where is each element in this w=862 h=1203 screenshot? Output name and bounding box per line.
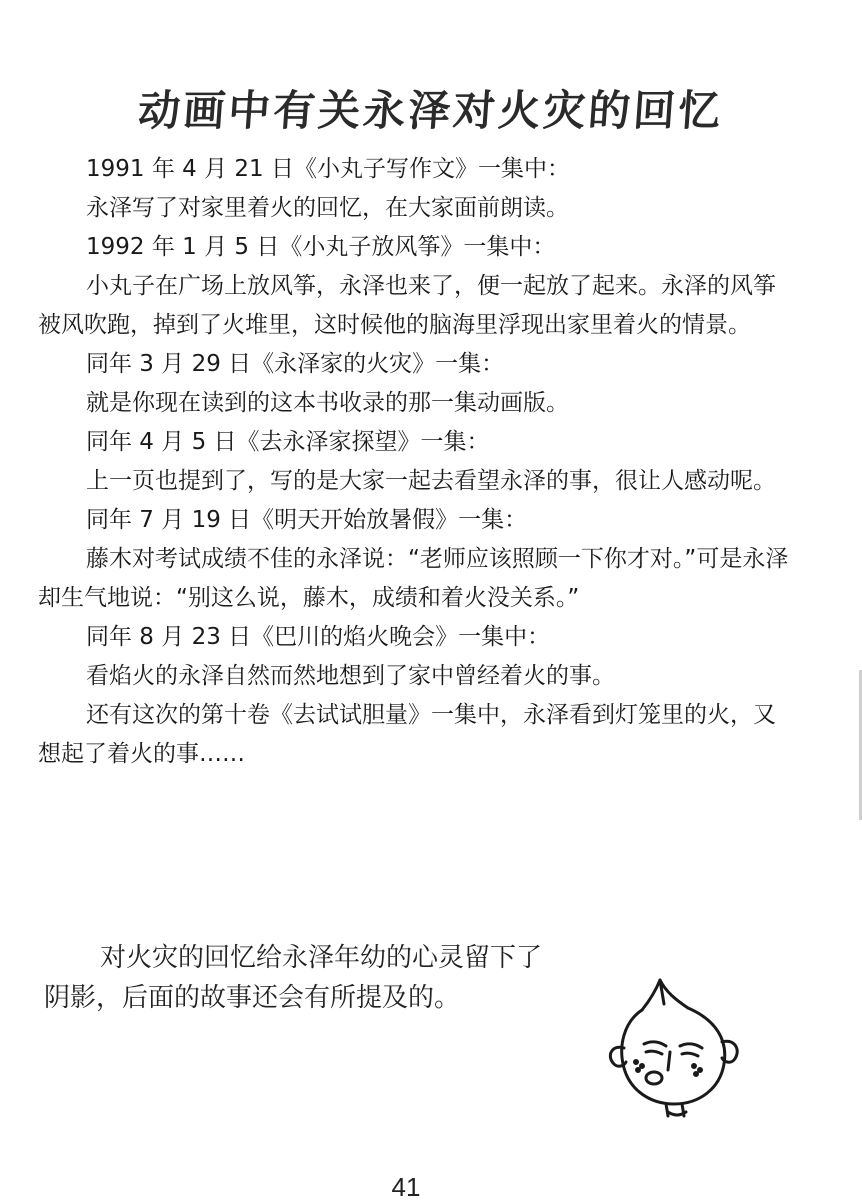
page-number: 41 xyxy=(391,1172,421,1202)
paragraph-8: 上一页也提到了，写的是大家一起去看望永泽的事，很让人感动呢。 xyxy=(86,468,776,494)
paragraph-9: 同年 7 月 19 日《明天开始放暑假》一集： xyxy=(86,507,528,533)
paragraph-11: 同年 8 月 23 日《巴川的焰火晚会》一集中： xyxy=(86,624,551,650)
body-text xyxy=(38,150,790,774)
page-title: 动画中有关永泽对火灾的回忆 xyxy=(136,86,726,135)
paragraph-7: 同年 4 月 5 日《去永泽家探望》一集： xyxy=(86,429,490,455)
paragraph-3: 1992 年 1 月 5 日《小丸子放风筝》一集中： xyxy=(86,234,556,260)
caption-line-1: 对火灾的回忆给永泽年幼的心灵留下了 xyxy=(100,943,543,973)
paragraph-12: 看焰火的永泽自然而然地想到了家中曾经着火的事。 xyxy=(86,663,615,689)
paragraph-5: 同年 3 月 29 日《永泽家的火灾》一集： xyxy=(86,351,505,377)
nagasawa-onion-head-icon xyxy=(598,966,758,1126)
paragraph-4: 小丸子在广场上放风筝，永泽也来了，便一起放了起来。永泽的风筝被风吹跑，掉到了火堆里，这时候他的脑海里浮现出家里着火的情景。 xyxy=(38,273,776,338)
paragraph-1: 1991 年 4 月 21 日《小丸子写作文》一集中： xyxy=(86,156,570,182)
paragraph-10: 藤木对考试成绩不佳的永泽说：“老师应该照顾一下你才对。”可是永泽却生气地说：“别这么说，藤木，成绩和着火没关系。” xyxy=(38,546,789,611)
paragraph-13: 还有这次的第十卷《去试试胆量》一集中，永泽看到灯笼里的火，又想起了着火的事…… xyxy=(38,702,776,767)
paragraph-2: 永泽写了对家里着火的回忆，在大家面前朗读。 xyxy=(86,195,569,221)
caption-line-2: 阴影，后面的故事还会有所提及的。 xyxy=(44,983,461,1013)
handwritten-caption xyxy=(44,938,644,1018)
paragraph-6: 就是你现在读到的这本书收录的那一集动画版。 xyxy=(86,390,569,416)
